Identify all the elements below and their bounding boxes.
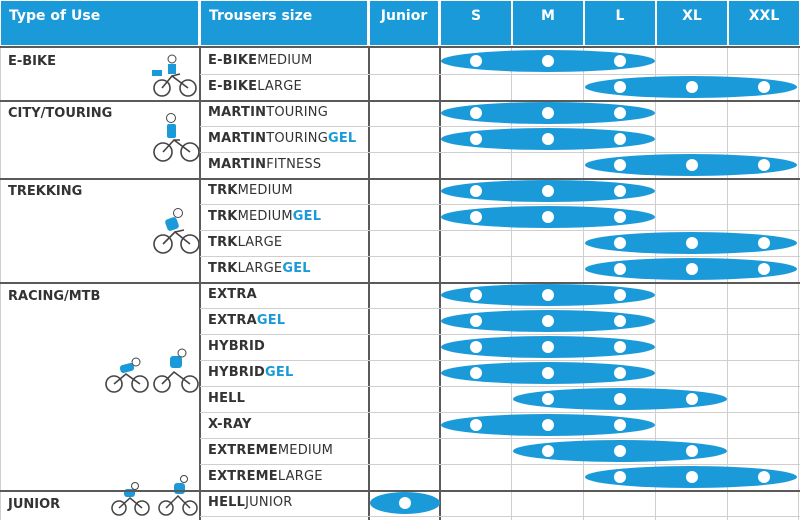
product-label-bold: EXTRA — [208, 287, 257, 302]
size-range-pill — [585, 258, 797, 280]
product-label — [208, 365, 293, 380]
size-dot — [686, 159, 698, 171]
e-bike-rider-icon — [148, 52, 200, 98]
product-label-bold: TRK — [208, 235, 238, 250]
size-dot — [470, 341, 482, 353]
size-dot — [614, 445, 626, 457]
size-range-pill — [441, 180, 655, 202]
grid-line-horizontal — [200, 386, 800, 387]
size-dot — [614, 341, 626, 353]
size-dot — [542, 367, 554, 379]
grid-line-horizontal — [0, 282, 800, 284]
grid-line-horizontal — [200, 334, 800, 335]
category-city-touring: CITY/TOURING — [8, 106, 113, 121]
product-label — [208, 443, 333, 458]
size-dot — [614, 237, 626, 249]
product-label-accent: GEL — [292, 209, 322, 224]
header-junior: Junior — [370, 1, 438, 45]
product-label-bold: HELL — [208, 495, 246, 510]
grid-line-horizontal — [200, 256, 800, 257]
product-label — [208, 209, 321, 224]
size-dot — [470, 211, 482, 223]
product-label-variant: FITNESS — [266, 157, 322, 172]
product-label-bold: MARTIN — [208, 105, 267, 120]
grid-line-horizontal — [0, 100, 800, 102]
size-range-pill — [441, 336, 655, 358]
product-label-bold: E-BIKE — [208, 79, 258, 94]
header-type-of-use: Type of Use — [1, 1, 198, 45]
product-label-bold: MARTIN — [208, 131, 267, 146]
product-label — [208, 183, 293, 198]
grid-line-horizontal — [200, 230, 800, 231]
size-dot — [758, 81, 770, 93]
product-label-bold: E-BIKE — [208, 53, 258, 68]
size-dot — [542, 211, 554, 223]
product-label-bold: X-RAY — [208, 417, 252, 432]
product-label-variant: MEDIUM — [237, 209, 293, 224]
product-label-accent: GEL — [327, 131, 357, 146]
product-label — [208, 469, 323, 484]
size-range-pill — [513, 440, 727, 462]
product-label-bold: EXTRA — [208, 313, 257, 328]
header-trousers-size: Trousers size — [201, 1, 367, 45]
size-dot — [542, 341, 554, 353]
product-label — [208, 79, 302, 94]
grid-line-horizontal — [200, 438, 800, 439]
size-dot — [686, 471, 698, 483]
size-range-pill — [585, 466, 797, 488]
product-label-bold: MARTIN — [208, 157, 267, 172]
size-dot — [470, 419, 482, 431]
size-range-pill — [585, 76, 797, 98]
size-dot — [542, 315, 554, 327]
grid-line-horizontal — [200, 464, 800, 465]
category-e-bike: E-BIKE — [8, 54, 56, 69]
size-dot — [614, 211, 626, 223]
header-size-s: S — [441, 1, 511, 45]
product-label — [208, 495, 293, 510]
size-range-pill — [513, 388, 727, 410]
product-label — [208, 417, 252, 432]
product-label-bold: EXTREME — [208, 469, 278, 484]
product-label — [208, 157, 321, 172]
size-dot — [470, 367, 482, 379]
racing-riders-icon — [104, 346, 200, 394]
size-range-pill — [441, 310, 655, 332]
grid-line-horizontal — [200, 308, 800, 309]
size-dot — [686, 237, 698, 249]
grid-line-horizontal — [0, 46, 800, 48]
product-label — [208, 287, 257, 302]
size-dot — [399, 497, 411, 509]
category-racing-mtb: RACING/MTB — [8, 289, 101, 304]
product-label — [208, 313, 285, 328]
size-dot — [614, 289, 626, 301]
size-dot — [758, 263, 770, 275]
size-dot — [686, 393, 698, 405]
product-label-variant: JUNIOR — [245, 495, 293, 510]
size-dot — [614, 55, 626, 67]
size-dot — [614, 159, 626, 171]
product-label-bold: HELL — [208, 391, 246, 406]
size-dot — [470, 289, 482, 301]
size-dot — [758, 471, 770, 483]
product-label-bold: TRK — [208, 209, 238, 224]
size-dot — [470, 55, 482, 67]
size-range-pill — [441, 102, 655, 124]
grid-line-horizontal — [200, 126, 800, 127]
size-dot — [542, 107, 554, 119]
product-label-variant: LARGE — [257, 79, 302, 94]
product-label — [208, 53, 312, 68]
size-dot — [470, 185, 482, 197]
size-dot — [542, 55, 554, 67]
product-label-bold: HYBRID — [208, 365, 266, 380]
city-rider-icon — [150, 110, 202, 164]
size-dot — [686, 445, 698, 457]
size-range-pill — [441, 284, 655, 306]
size-dot — [542, 185, 554, 197]
grid-line-horizontal — [200, 412, 800, 413]
size-dot — [758, 159, 770, 171]
size-dot — [542, 133, 554, 145]
size-dot — [614, 133, 626, 145]
size-range-pill — [441, 362, 655, 384]
product-label-accent: GEL — [282, 261, 311, 276]
size-range-pill — [441, 206, 655, 228]
product-label — [208, 339, 265, 354]
size-dot — [470, 107, 482, 119]
product-label-variant: LARGE — [237, 261, 283, 276]
product-label-accent: GEL — [265, 365, 294, 380]
size-range-pill — [585, 232, 797, 254]
size-dot — [686, 263, 698, 275]
product-label-variant: MEDIUM — [257, 53, 313, 68]
product-label — [208, 105, 328, 120]
category-trekking: TREKKING — [8, 184, 83, 199]
size-dot — [542, 289, 554, 301]
size-dot — [614, 263, 626, 275]
size-dot — [614, 367, 626, 379]
grid-line-horizontal — [200, 360, 800, 361]
header-size-xl: XL — [657, 1, 727, 45]
product-label-variant: TOURING — [266, 131, 328, 146]
size-dot — [614, 419, 626, 431]
trekking-rider-icon — [150, 206, 202, 256]
product-label — [208, 131, 356, 146]
header-size-m: M — [513, 1, 583, 45]
size-range-pill — [585, 154, 797, 176]
header-size-l: L — [585, 1, 655, 45]
size-dot — [614, 315, 626, 327]
size-range-pill — [441, 50, 655, 72]
size-range-pill — [370, 492, 440, 514]
grid-line-horizontal — [0, 178, 800, 180]
product-label — [208, 235, 282, 250]
category-junior: JUNIOR — [8, 497, 61, 512]
size-dot — [758, 237, 770, 249]
junior-riders-icon — [110, 474, 200, 516]
product-label-variant: TOURING — [266, 105, 328, 120]
product-label-accent: GEL — [256, 313, 286, 328]
product-label-variant: MEDIUM — [277, 443, 334, 458]
product-label-bold: HYBRID — [208, 339, 266, 354]
grid-line-horizontal — [200, 516, 800, 517]
product-label-variant: MEDIUM — [237, 183, 293, 198]
product-label-bold: TRK — [208, 261, 238, 276]
grid-line-horizontal — [200, 74, 800, 75]
product-label — [208, 391, 245, 406]
size-dot — [542, 445, 554, 457]
product-label-variant: LARGE — [237, 235, 283, 250]
grid-line-horizontal — [200, 204, 800, 205]
size-dot — [614, 107, 626, 119]
size-dot — [470, 315, 482, 327]
size-dot — [614, 185, 626, 197]
size-dot — [614, 393, 626, 405]
size-dot — [542, 419, 554, 431]
size-dot — [470, 133, 482, 145]
size-range-pill — [441, 128, 655, 150]
product-label-bold: TRK — [208, 183, 238, 198]
size-range-pill — [441, 414, 655, 436]
grid-line-horizontal — [200, 152, 800, 153]
header-size-xxl: XXL — [729, 1, 799, 45]
size-dot — [542, 393, 554, 405]
product-label-variant: LARGE — [277, 469, 323, 484]
size-dot — [686, 81, 698, 93]
size-dot — [614, 471, 626, 483]
size-dot — [614, 81, 626, 93]
product-label-bold: EXTREME — [208, 443, 278, 458]
product-label — [208, 261, 311, 276]
